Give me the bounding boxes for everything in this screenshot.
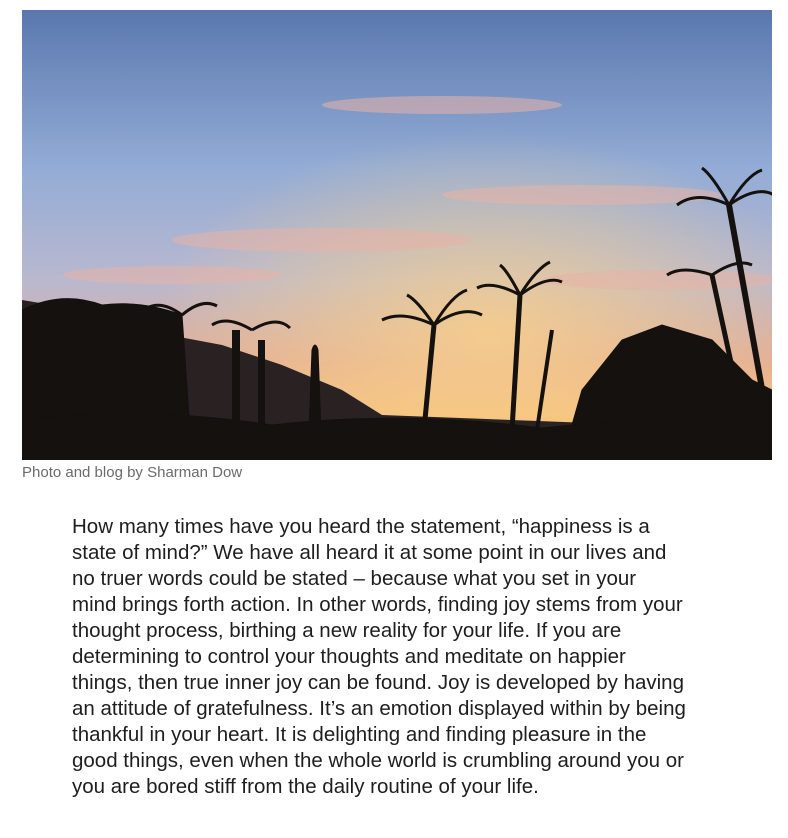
paragraph-line: state of mind?” We have all heard it at some point in our lives and	[72, 541, 667, 564]
paragraph-line: How many times have you heard the statement, “happiness is a	[72, 515, 650, 538]
paragraph-line: thankful in your heart. It is delighting and finding pleasure in the	[72, 723, 647, 746]
paragraph-line: thought process, birthing a new reality for your life. If you are	[72, 619, 622, 642]
paragraph-line: good things, even when the whole world is crumbling around you or	[72, 749, 684, 772]
paragraph-line: things, then true inner joy can be found. Joy is developed by having	[72, 671, 684, 694]
paragraph-line: no truer words could be stated – because what you set in your	[72, 567, 637, 590]
paragraph-line: an attitude of gratefulness. It’s an emotion displayed within by being	[72, 697, 686, 720]
article-paragraph	[72, 514, 778, 800]
paragraph-line: determining to control your thoughts and meditate on happier	[72, 645, 626, 668]
sunset-palm-trees-image	[22, 10, 772, 460]
paragraph-line: mind brings forth action. In other words, finding joy stems from your	[72, 593, 683, 616]
photo-caption: Photo and blog by Sharman Dow	[22, 464, 243, 481]
paragraph-line: you are bored stiff from the daily routine of your life.	[72, 775, 539, 798]
blog-photo	[22, 10, 772, 460]
